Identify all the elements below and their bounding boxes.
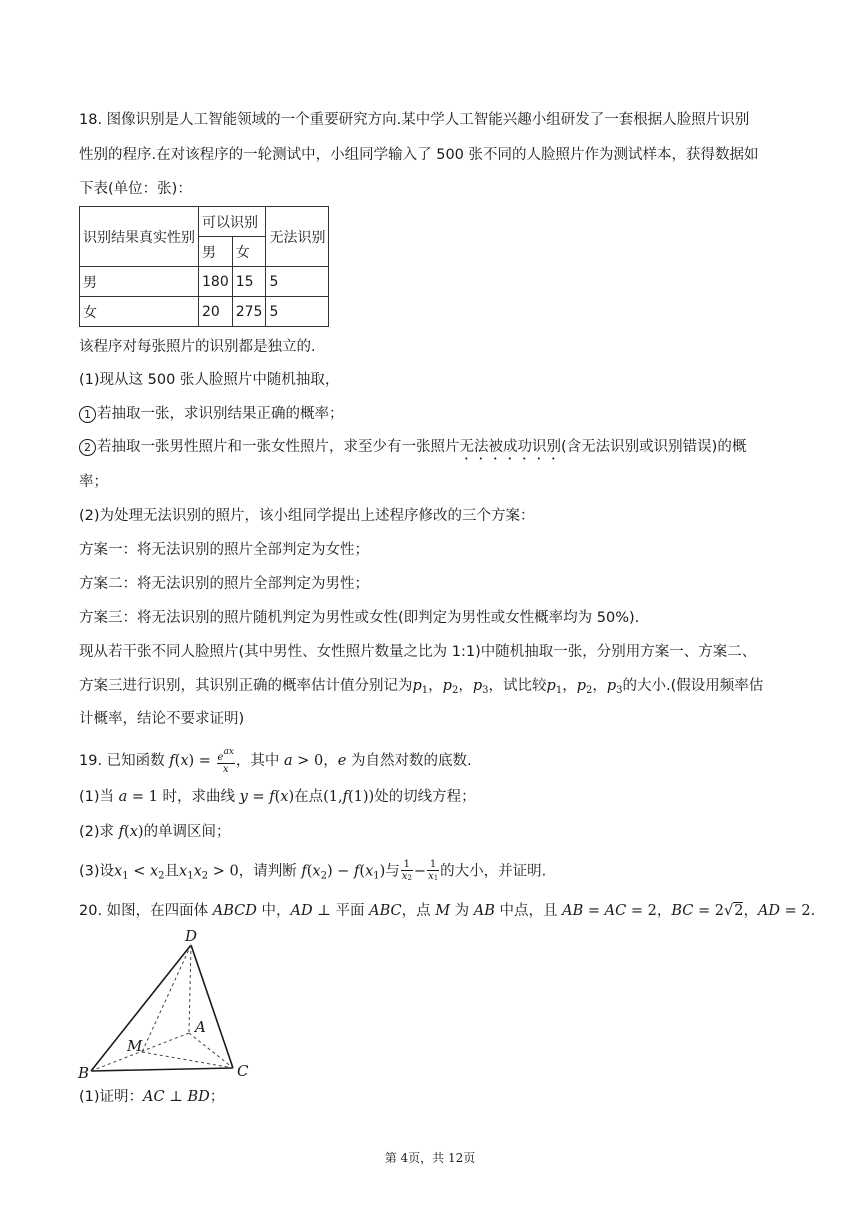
fraction-e-ax-over-x: $\frac{e^{ax}}{x}$ xyxy=(217,747,234,775)
circled-number-2: 2 xyxy=(79,439,96,456)
q18-part1-sub2-end: 率； xyxy=(79,474,108,490)
header-recognizable: 可以识别 xyxy=(199,207,266,237)
cell-male-count: 20 xyxy=(199,297,233,327)
q19-part3: (3)设$x_1 < x_2$且$x_1x_2 > 0$，请判断 $f(x_2) - f(x_1)$与 $\frac{1}{x_2}$ − $\frac{1}{x_1}$ 的大小，并证明. xyxy=(79,859,547,882)
q19-intro: 19. 已知函数 f(x) = $\frac{e^{ax}}{x}$ ，其中 a > 0，e 为自然对数的底数. xyxy=(79,747,472,775)
header-unrecognizable: 无法识别 xyxy=(266,207,329,267)
q18-part1-sub1: 1 若抽取一张，求识别结果正确的概率； xyxy=(79,404,800,424)
emphasis-dots-text: 无法被成功识别 xyxy=(459,439,561,455)
q20-part1: (1)证明：AC ⊥ BD； xyxy=(79,1089,225,1105)
cell-unrecognized-count: 5 xyxy=(266,297,329,327)
edge-MC-dashed xyxy=(142,1052,233,1068)
q19-part2: (2)求 f(x)的单调区间； xyxy=(79,824,231,840)
table-row xyxy=(80,297,329,327)
q18-part1-sub2: 2 若抽取一张男性照片和一张女性照片，求至少有一张照片无法被成功识别(含无法识别或识别错误)的概 xyxy=(79,437,800,463)
cell-male-count: 180 xyxy=(199,267,233,297)
table-row xyxy=(80,267,329,297)
header-female: 女 xyxy=(232,237,266,267)
q18-part1: (1)现从这 500 张人脸照片中随机抽取， xyxy=(79,372,340,388)
q18-scheme-3: 方案三：将无法识别的照片随机判定为男性或女性(即判定为男性或女性概率均为 50%). xyxy=(79,610,640,626)
tetrahedron-figure xyxy=(70,926,260,1086)
vertex-label-B: B xyxy=(78,1064,90,1082)
header-true-gender: 识别结果真实性别 xyxy=(80,207,199,267)
q18-final-line-3: 计概率，结论不要求证明) xyxy=(79,711,245,727)
q18-intro-line-3: 下表(单位：张)： xyxy=(79,181,192,197)
page-footer: 第 4页，共 12页 xyxy=(384,1151,476,1165)
q18-intro-line-2: 性别的程序.在对该程序的一轮测试中，小组同学输入了 500 张不同的人脸照片作为测试样本，获得数据如 xyxy=(79,147,759,163)
vertex-label-A: A xyxy=(195,1018,206,1036)
row-label: 男 xyxy=(80,267,199,297)
cell-female-count: 15 xyxy=(232,267,266,297)
vertex-label-M: M xyxy=(127,1037,143,1055)
circled-number-1: 1 xyxy=(79,406,96,423)
q20-intro: 20. 如图，在四面体 ABCD 中，AD ⊥ 平面 ABC，点 M 为 AB 中点，且 AB = AC = 2，BC = 2√2，AD = 2. xyxy=(79,903,816,919)
header-male: 男 xyxy=(199,237,233,267)
fraction-1-over-x1: $\frac{1}{x_1}$ xyxy=(428,859,439,882)
q18-final-line-2: 方案三进行识别，其识别正确的概率估计值分别记为$p_1$，$p_2$，$p_3$，试比较$p_1$，$p_2$，$p_3$的大小.(假设用频率估 xyxy=(79,678,764,696)
q19-part1: (1)当 a = 1 时，求曲线 y = f(x)在点(1,f(1))处的切线方程； xyxy=(79,789,476,805)
q18-independence-note: 该程序对每张照片的识别都是独立的. xyxy=(79,339,316,355)
vertex-label-D: D xyxy=(185,927,198,945)
edge-DA-dashed xyxy=(189,945,191,1033)
q18-part2: (2)为处理无法识别的照片，该小组同学提出上述程序修改的三个方案： xyxy=(79,508,535,524)
edge-DC xyxy=(191,945,233,1068)
q18-scheme-1: 方案一：将无法识别的照片全部判定为女性； xyxy=(79,542,369,558)
fraction-1-over-x2: $\frac{1}{x_2}$ xyxy=(401,859,412,882)
recognition-data-table xyxy=(79,206,329,327)
vertex-label-C: C xyxy=(237,1062,249,1080)
q18-scheme-2: 方案二：将无法识别的照片全部判定为男性； xyxy=(79,576,369,592)
row-label: 女 xyxy=(80,297,199,327)
edge-BC xyxy=(91,1068,233,1071)
q18-final-line-1: 现从若干张不同人脸照片(其中男性、女性照片数量之比为 1:1)中随机抽取一张，分别用方案一、方案二、 xyxy=(79,644,757,660)
cell-unrecognized-count: 5 xyxy=(266,267,329,297)
cell-female-count: 275 xyxy=(232,297,266,327)
q18-intro-line-1: 18. 图像识别是人工智能领域的一个重要研究方向.某中学人工智能兴趣小组研发了一套根据人脸照片识别 xyxy=(79,112,750,128)
